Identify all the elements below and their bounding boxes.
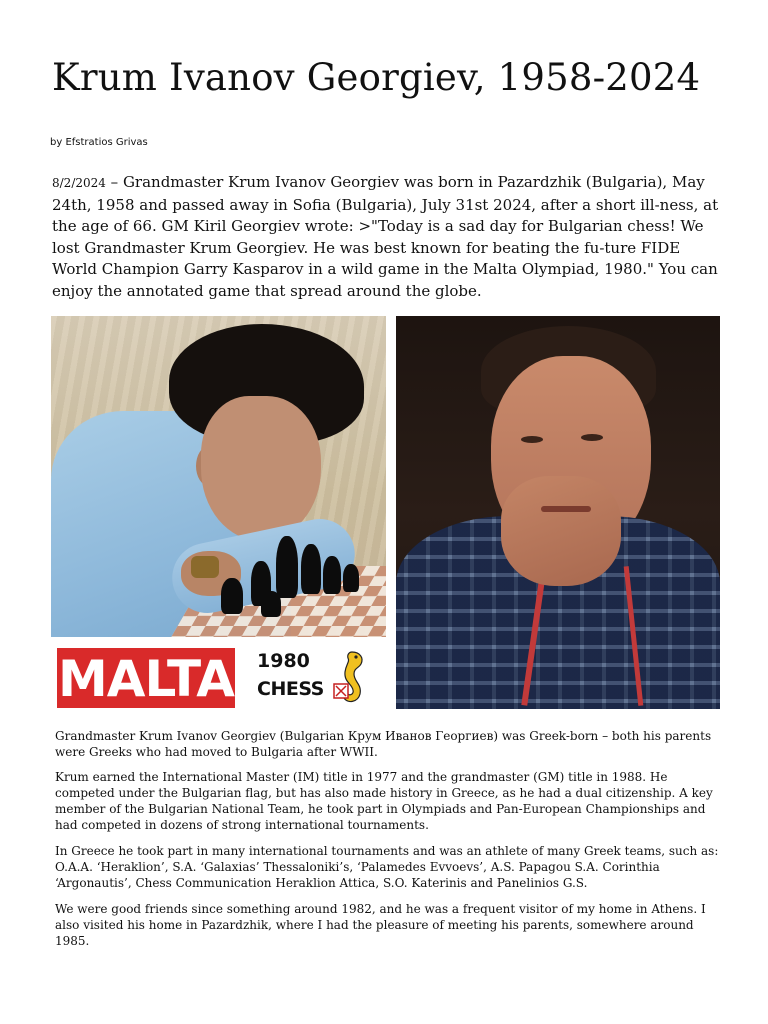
photo-young-player-at-board xyxy=(51,316,386,637)
chess-logo-year: 1980 xyxy=(257,650,310,672)
malta-logo xyxy=(57,648,235,708)
chess-piece xyxy=(261,591,281,617)
seahorse-icon xyxy=(330,648,368,706)
portrait-eye-right xyxy=(581,434,603,441)
body-paragraph: In Greece he took part in many international tournaments and was an athlete of many Greek teams, such as: O.A.A. ‘Heraklion’, S.A. ‘Galaxias’ Thessaloniki’s, ‘Palamedes Evvoevs’, A.S. Papagou S.A. Corinthia ‘Argonautis’, Chess Communication Heraklion Attica, S.O. Katerinis and Panelinios G.S. xyxy=(55,844,719,890)
photo-watch xyxy=(191,556,219,578)
chess-logo-word: CHESS xyxy=(257,678,324,700)
article-date: 8/2/2024 xyxy=(52,176,106,190)
intro-paragraph xyxy=(52,172,724,302)
malta-logo-text: MALTA xyxy=(58,650,234,708)
portrait-mouth xyxy=(541,506,591,512)
chess-olympiad-logo xyxy=(255,648,375,708)
article-title: Krum Ivanov Georgiev, 1958-2024 xyxy=(52,56,701,99)
chess-piece xyxy=(301,544,321,594)
photo-face xyxy=(201,396,321,541)
chess-piece xyxy=(343,564,359,592)
byline: by Efstratios Grivas xyxy=(50,137,148,148)
body-paragraph: Grandmaster Krum Ivanov Georgiev (Bulgarian Крум Иванов Георгиев) was Greek-born – both his parents were Greeks who had moved to Bulgaria after WWII. xyxy=(55,729,712,759)
body-paragraph: Krum earned the International Master (IM) title in 1977 and the grandmaster (GM) title in 1988. He competed under the Bulgarian flag, but has also made history in Greece, as he had a dual citizenship. A key member of the Bulgarian National Team, he took part in Olympiads and Pan-European Championships and had competed in dozens of strong international tournaments. xyxy=(55,770,713,832)
chess-piece xyxy=(221,578,243,614)
chess-piece xyxy=(276,536,298,598)
portrait-hand-on-chin xyxy=(501,476,621,586)
photo-grandmaster-portrait xyxy=(396,316,720,709)
intro-text: – Grandmaster Krum Ivanov Georgiev was born in Pazardzhik (Bulgaria), May 24th, 1958 and passed away in Sofia (Bulgaria), July 31st 2024, after a short ill-ness, at the age of 66. GM Kiril Georgiev wrote: >"Today is a sad day for Bulgarian chess! We lost Grandmaster Krum Georgiev. He was best known for beating the fu-ture FIDE World Champion Garry Kasparov in a wild game in the Malta Olympiad, 1980." You can enjoy the annotated game that spread around the globe. xyxy=(52,173,719,300)
body-paragraph: We were good friends since something around 1982, and he was a frequent visitor of my home in Athens. I also visited his home in Pazardzhik, where I had the pleasure of meeting his parents, somewhere around 1985. xyxy=(55,902,706,948)
portrait-eye-left xyxy=(521,436,543,443)
chess-piece xyxy=(323,556,341,594)
